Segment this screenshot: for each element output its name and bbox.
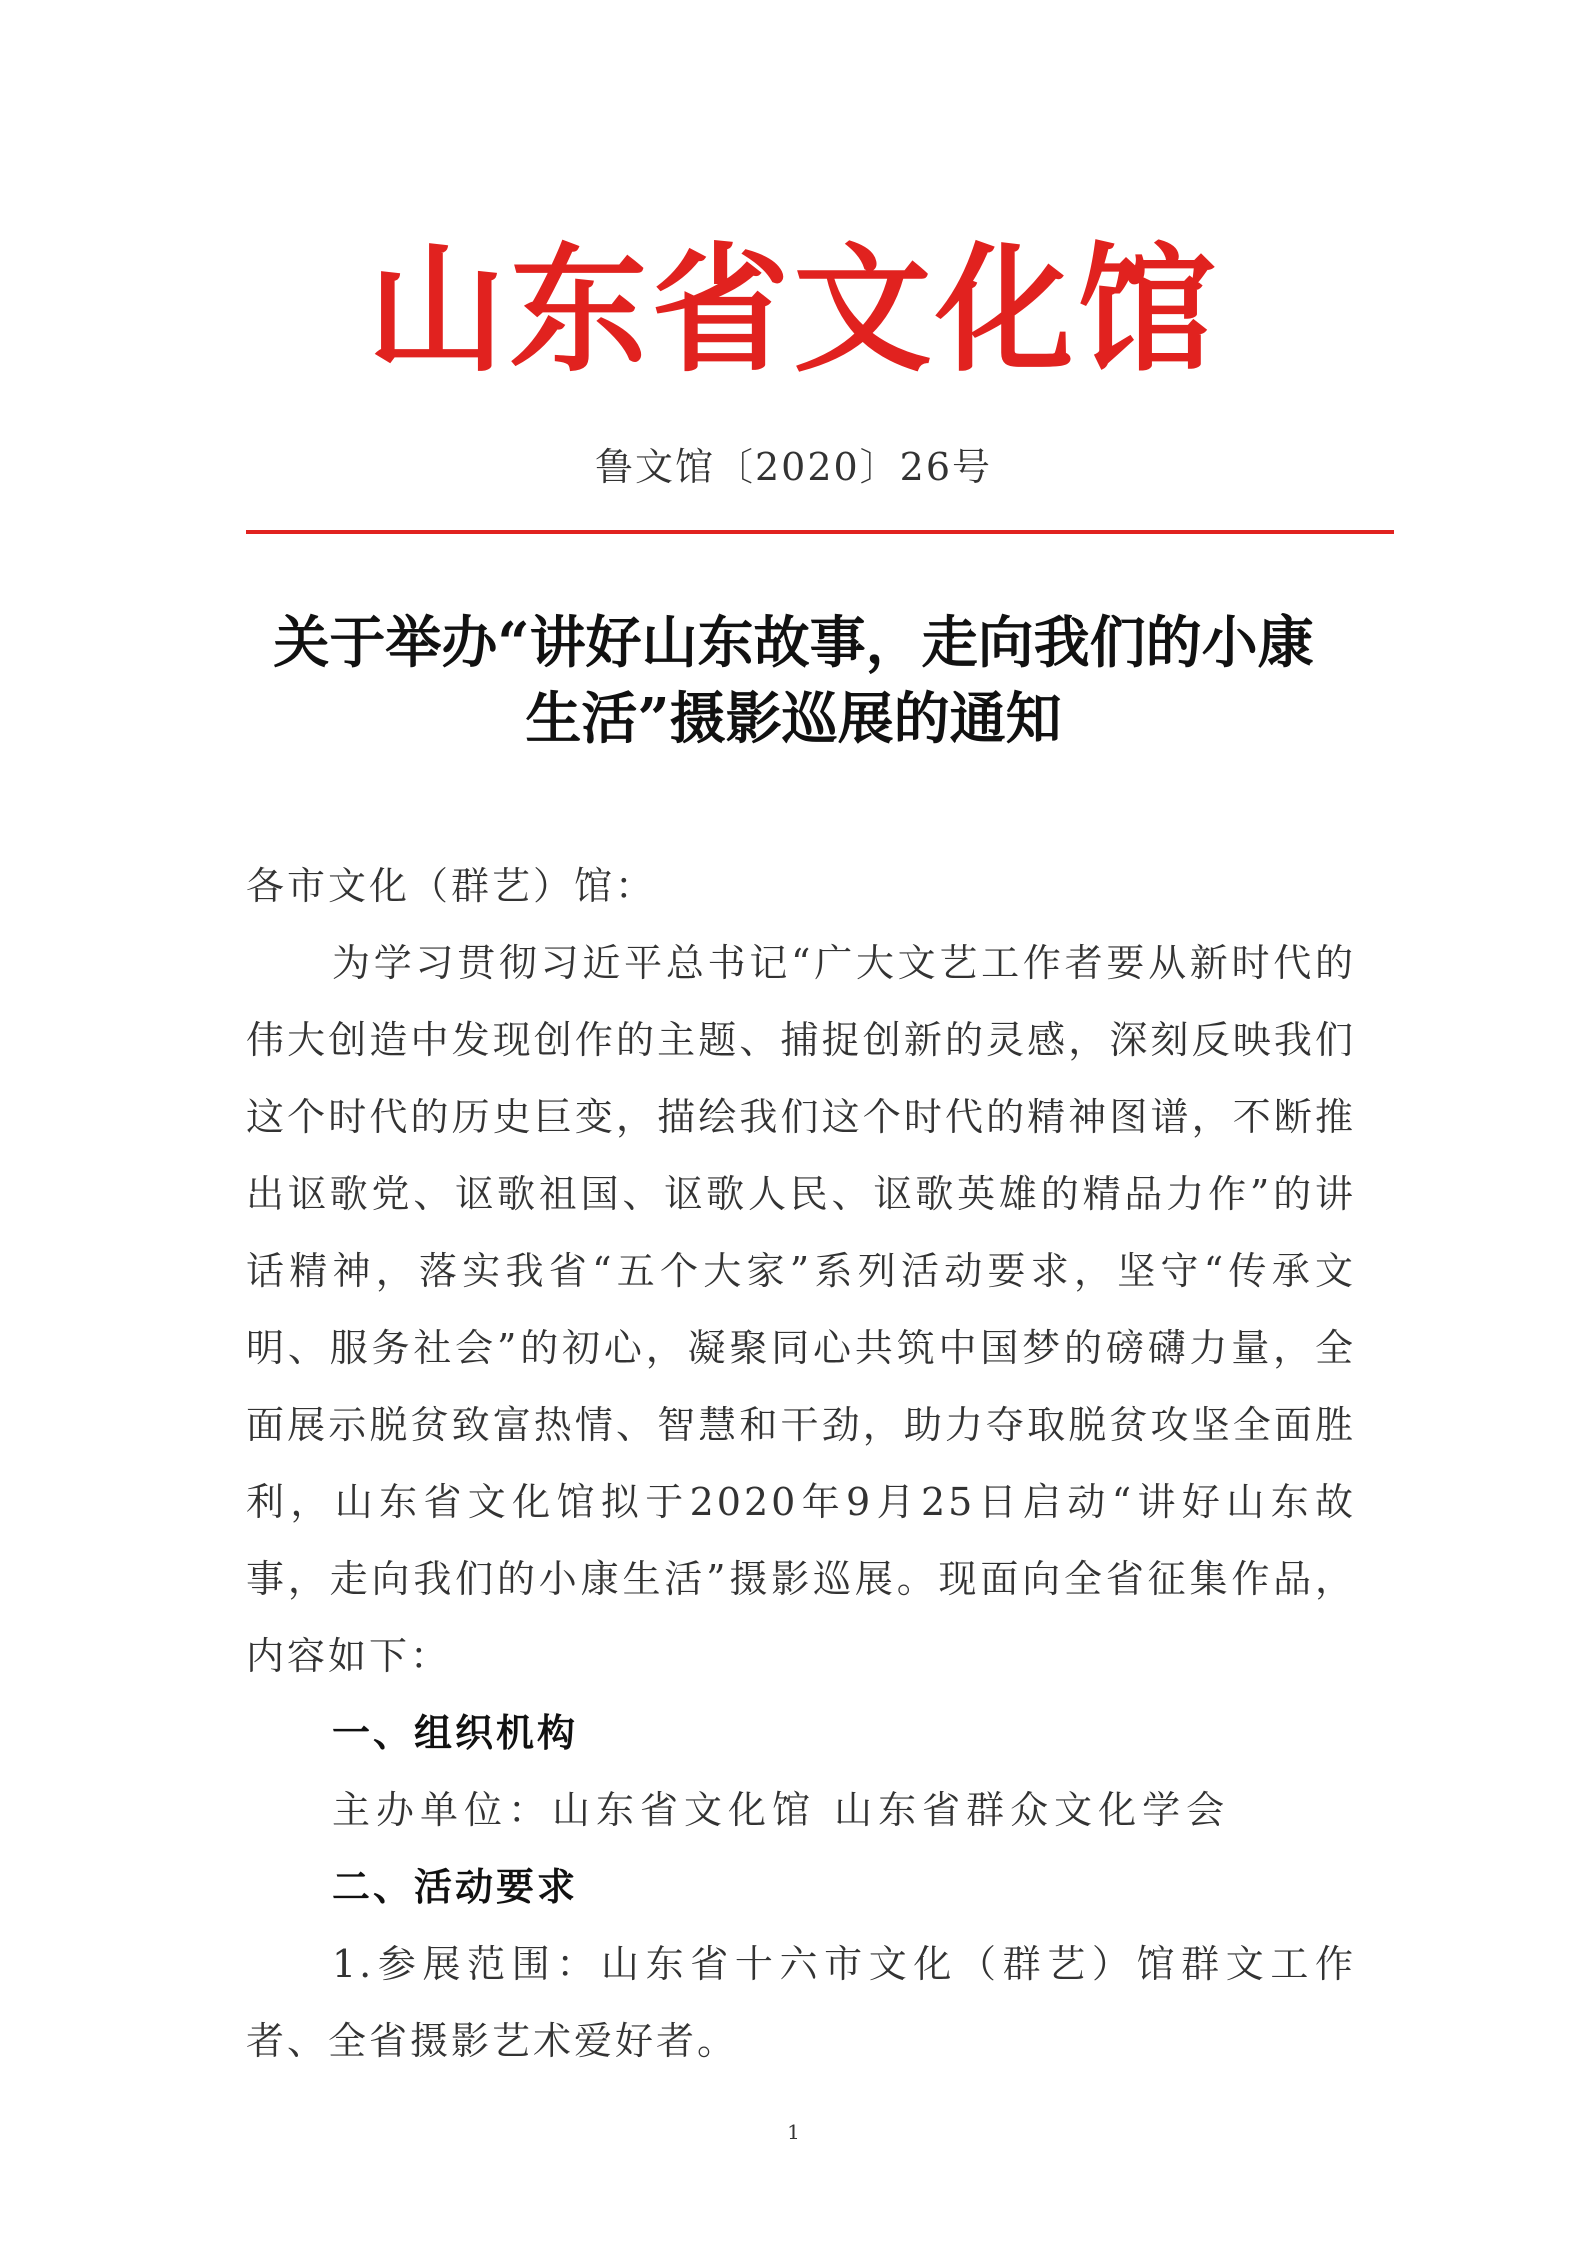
organizer-line: 主办单位：山东省文化馆 山东省群众文化学会 bbox=[332, 1788, 1231, 1832]
title-line-1: 关于举办“讲好山东故事，走向我们的小康 bbox=[273, 610, 1314, 676]
section-heading-organization: 一、组织机构 bbox=[332, 1711, 579, 1755]
title-line-2: 生活”摄影巡展的通知 bbox=[525, 686, 1062, 752]
org-header: 山东省文化馆 bbox=[367, 228, 1220, 391]
salutation: 各市文化（群艺）馆： bbox=[246, 864, 657, 908]
header-divider bbox=[246, 530, 1394, 534]
section-heading-requirements: 二、活动要求 bbox=[332, 1865, 579, 1909]
intro-paragraph: 为学习贯彻习近平总书记“广大文艺工作者要从新时代的伟大创造中发现创作的主题、捕捉创新的灵感，深刻反映我们这个时代的历史巨变，描绘我们这个时代的精神图谱，不断推出讴歌党、讴歌祖国、讴歌人民、讴歌英雄的精品力作”的讲话精神，落实我省“五个大家”系列活动要求，坚守“传承文明、服务社会”的初心，凝聚同心共筑中国梦的磅礴力量，全面展示脱贫致富热情、智慧和干劲，助力夺取脱贫攻坚全面胜利，山东省文化馆拟于2020年9月25日启动“讲好山东故事，走向我们的小康生活”摄影巡展。现面向全省征集作品，内容如下： bbox=[246, 941, 1356, 1678]
document-number: 鲁文馆〔2020〕26号 bbox=[594, 445, 993, 489]
scope-paragraph: 1.参展范围：山东省十六市文化（群艺）馆群文工作者、全省摄影艺术爱好者。 bbox=[246, 1942, 1356, 2063]
page-number: 1 bbox=[787, 2120, 800, 2144]
document-title bbox=[230, 605, 1357, 757]
